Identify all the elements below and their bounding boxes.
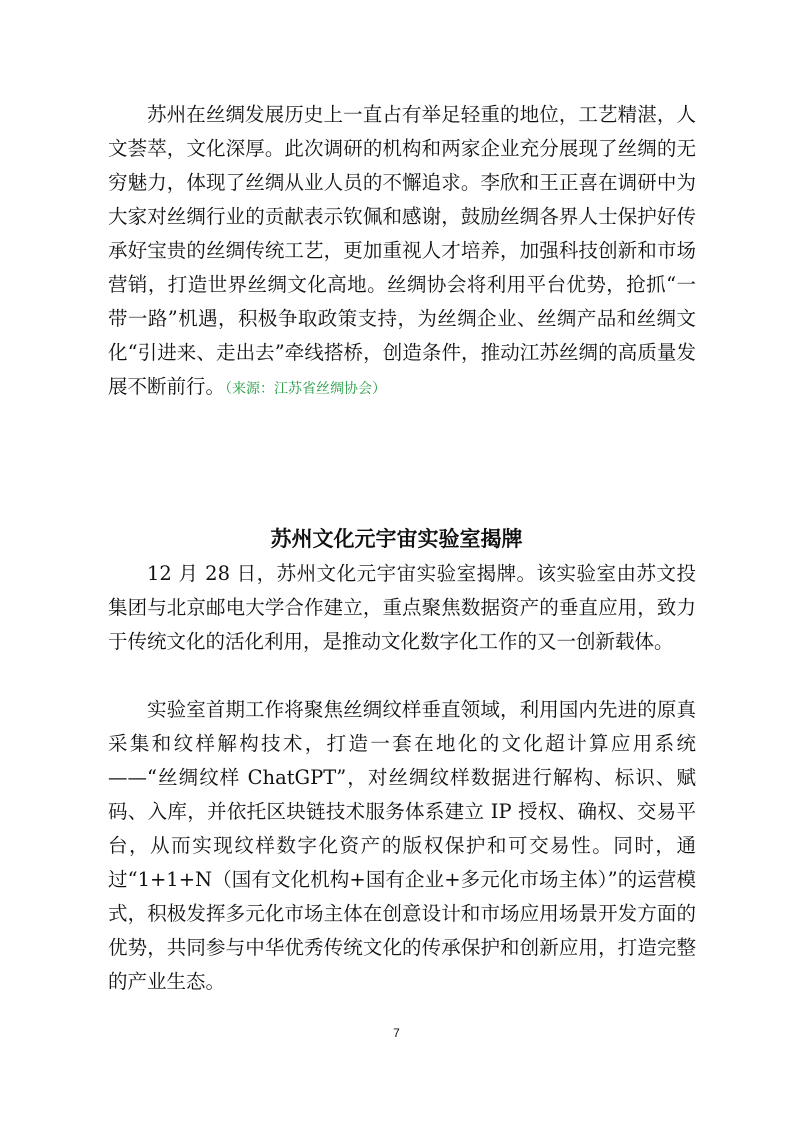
article-paragraph-1: 12 月 28 日，苏州文化元宇宙实验室揭牌。该实验室由苏文投集团与北京邮电大学合作建立，重点聚焦数据资产的垂直应用，致力于传统文化的活化利用，是推动文化数字化工作的又一创新载体。 bbox=[108, 562, 696, 653]
paragraph-text: 苏州在丝绸发展历史上一直占有举足轻重的地位，工艺精湛，人文荟萃，文化深厚。此次调研的机构和两家企业充分展现了丝绸的无穷魅力，体现了丝绸从业人员的不懈追求。李欣和王正喜在调研中为大家对丝绸行业的贡献表示钦佩和感谢，鼓励丝绸各界人士保护好传承好宝贵的丝绸传统工艺，更加重视人才培养，加强科技创新和市场营销，打造世界丝绸文化高地。丝绸协会将利用平台优势，抢抓“一带一路”机遇，积极争取政策支持，为丝绸企业、丝绸产品和丝绸文化“引进来、走出去”牵线搭桥，创造条件，推动江苏丝绸的高质量发展不断前行。 bbox=[108, 103, 696, 398]
page-number: 7 bbox=[393, 1026, 400, 1040]
source-note: （来源：江苏省丝绸协会） bbox=[225, 381, 387, 397]
article-paragraph-2: 实验室首期工作将聚焦丝绸纹样垂直领域，利用国内先进的原真采集和纹样解构技术，打造一套在地化的文化超计算应用系统——“丝绸纹样 ChatGPT”，对丝绸纹样数据进行解构、标识、赋码、入库，并依托区块链技术服务体系建立 IP 授权、确权、交易平台，从而实现纹样数字化资产的版权保护和可交易性。同时，通过“1+1+N（国有文化机构+国有企业+多元化市场主体）”的运营模式，积极发挥多元化市场主体在创意设计和市场应用场景开发方面的优势，共同参与中华优秀传统文化的传承保护和创新应用，打造完整的产业生态。 bbox=[108, 698, 696, 993]
body-paragraph-silk-research bbox=[108, 98, 696, 406]
article-title: 苏州文化元宇宙实验室揭牌 bbox=[270, 526, 523, 551]
